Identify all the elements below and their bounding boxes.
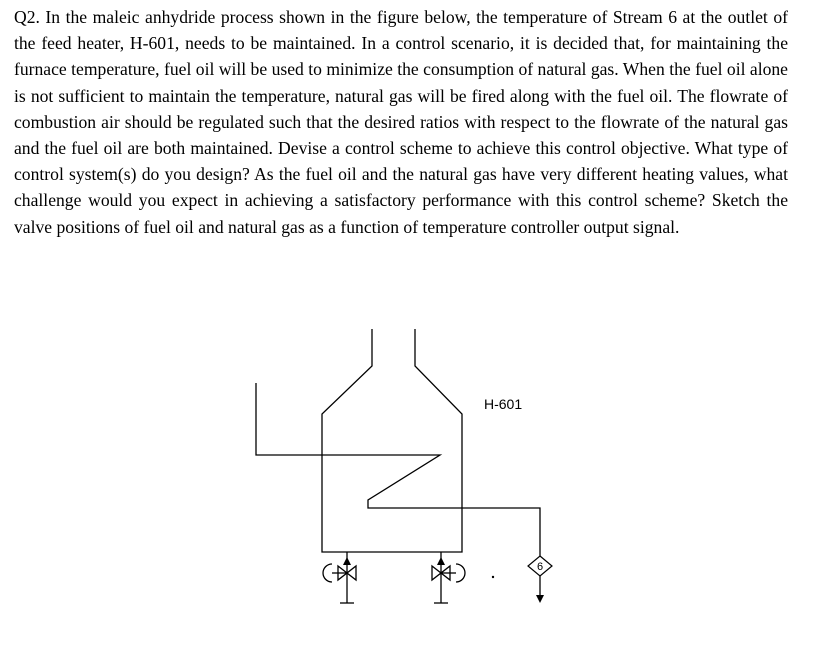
question-text: Q2. In the maleic anhydride process shown in the figure below, the temperature of Stream 6 at the outlet of the feed heater, H-601, needs to be maintained. In a control scenario, it is decided that, for maintaining the furnace temperature, fuel oil will be used to minimize the consumption of natural gas. When the fuel oil alone is not sufficient to maintain the temperature, natural gas will be fired along with the fuel oil. The flowrate of combustion air should be regulated such that the desired ratios with respect to the flowrate of the natural gas and the fuel oil are both maintained. Devise a control scheme to achieve this control objective. What type of control system(s) do you design? As the fuel oil and the natural gas have very different heating values, what challenge would you expect in achieving a satisfactory performance with this control scheme? Sketch the valve positions of fuel oil and natural gas as a function of temperature controller output signal.	[14, 7, 788, 237]
flow-arrow-right	[437, 557, 445, 565]
fuel-valve-left-actuator	[323, 564, 332, 582]
heater-label: H-601	[484, 396, 523, 412]
stream-6-label: 6	[536, 561, 544, 573]
process-coil	[256, 383, 540, 578]
flow-arrow-outlet	[536, 595, 544, 603]
dot-marker	[492, 576, 494, 578]
furnace-outline	[322, 329, 462, 552]
fuel-valve-right-actuator	[456, 564, 465, 582]
flow-arrow-left	[343, 557, 351, 565]
